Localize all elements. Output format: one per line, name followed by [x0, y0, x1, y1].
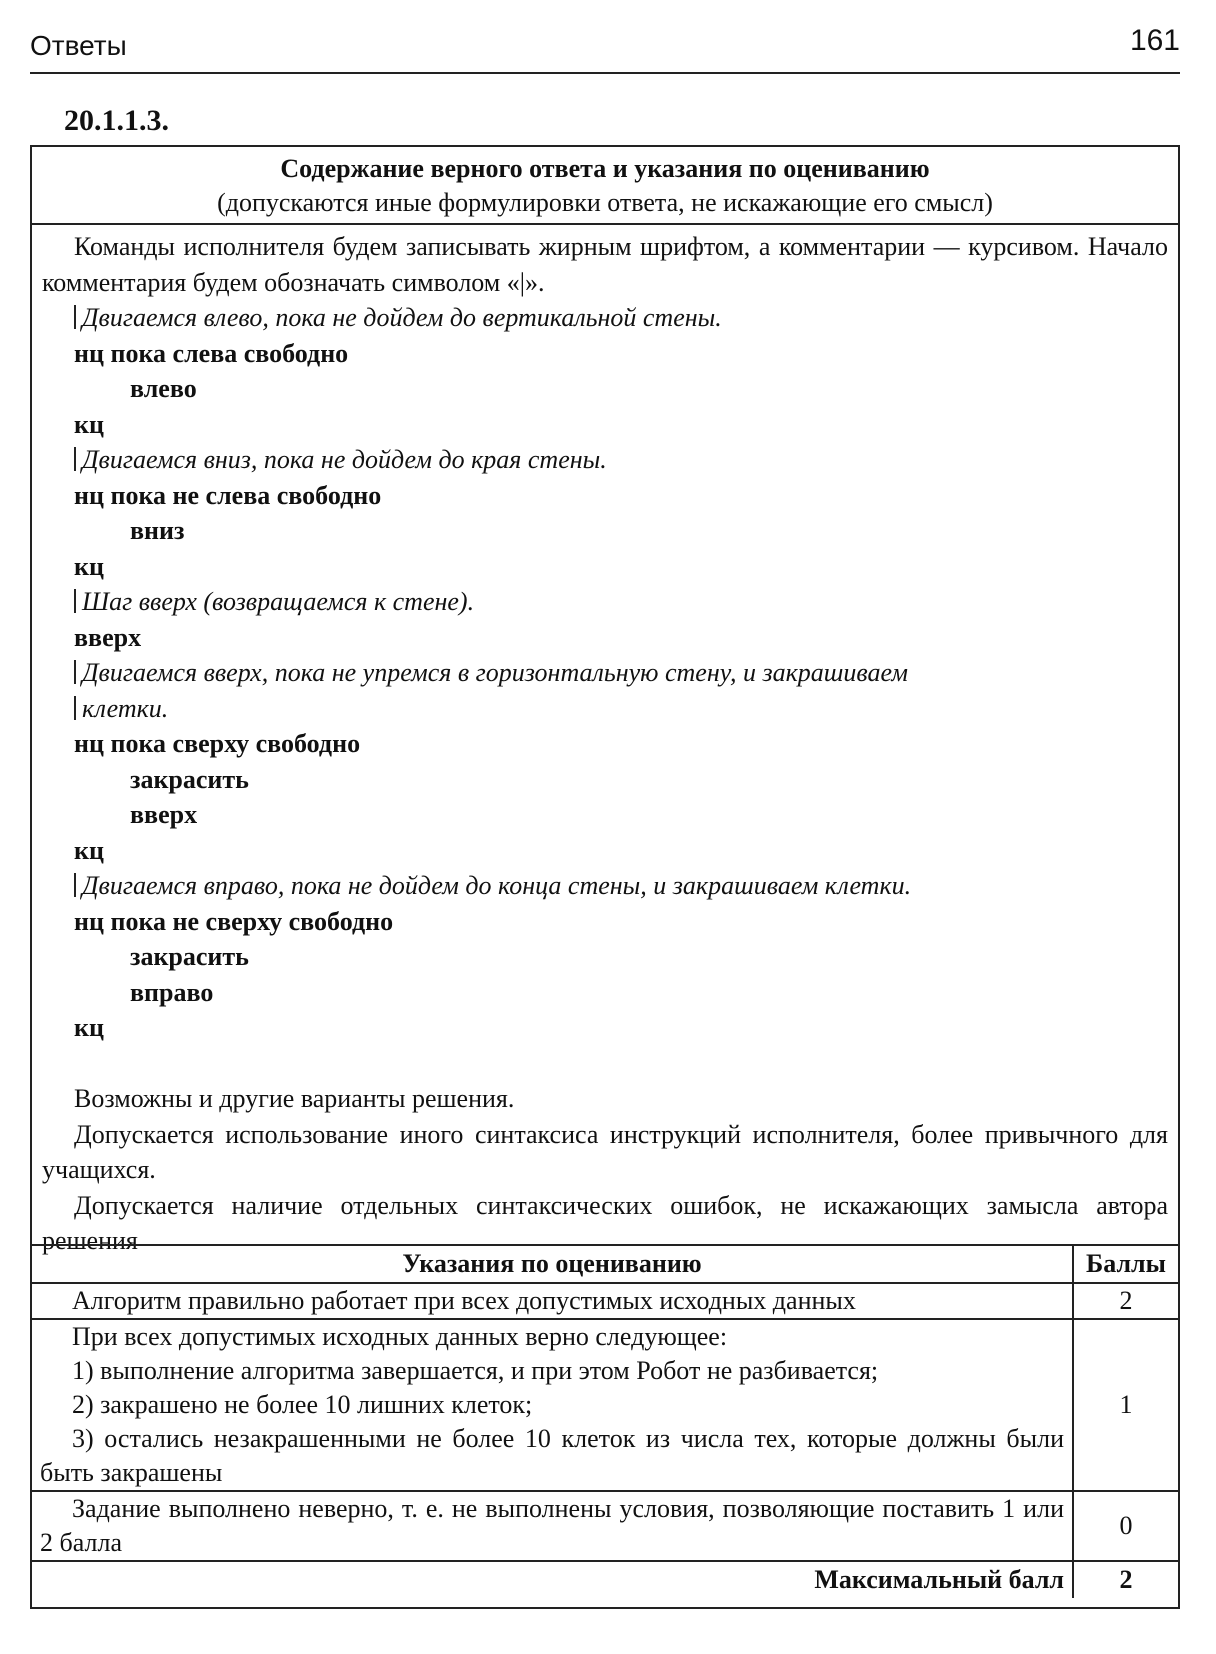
- comment-line: Двигаемся влево, пока не дойдем до вертикальной стены.: [42, 300, 1168, 336]
- section-name: Ответы: [30, 30, 127, 61]
- criteria-column-header: Указания по оцениванию: [32, 1245, 1073, 1283]
- scoring-table: [32, 1244, 1178, 1598]
- points-value: 0: [1073, 1491, 1178, 1561]
- points-value: 1: [1073, 1319, 1178, 1491]
- code-line: нц пока сверху свободно: [74, 729, 361, 758]
- code-line: вниз: [130, 516, 185, 545]
- answer-header: [32, 147, 1178, 225]
- answer-header-title: Содержание верного ответа и указания по оцениванию: [280, 154, 930, 183]
- code-line: нц пока слева свободно: [74, 338, 349, 368]
- code-line: вверх: [74, 622, 142, 652]
- code-line: кц: [74, 551, 104, 581]
- code-line: нц пока не слева свободно: [74, 480, 382, 510]
- note-paragraph: Допускается наличие отдельных синтаксических ошибок, не искажающих замысла автора решения: [42, 1190, 1168, 1255]
- comment-bar: [74, 696, 76, 720]
- comment-line: Двигаемся вправо, пока не дойдем до конца стены, и закрашиваем клетки.: [42, 868, 1168, 904]
- code-line: кц: [74, 409, 104, 439]
- max-score-value: 2: [1073, 1561, 1178, 1598]
- comment-bar: [74, 660, 76, 684]
- scoring-header-row: [32, 1245, 1178, 1283]
- spacer: [42, 1046, 1168, 1082]
- page-number: 161: [1129, 24, 1180, 57]
- answer-header-subtitle: (допускаются иные формулировки ответа, не искажающие его смысл): [217, 188, 993, 217]
- code-line: закрасить: [130, 764, 249, 794]
- intro-paragraph: Команды исполнителя будем записывать жирным шрифтом, а комментарии — курсивом. Начало комментария будем обозначать символом «|».: [42, 232, 1168, 297]
- criterion-text: [32, 1319, 1073, 1491]
- code-line: вправо: [130, 977, 214, 1007]
- code-line: влево: [130, 374, 197, 403]
- max-score-row: [32, 1561, 1178, 1598]
- criterion-intro: При всех допустимых исходных данных верно следующее:: [72, 1322, 728, 1351]
- criterion-item: 3) остались незакрашенными не более 10 клеток из числа тех, которые должны были быть закрашены: [40, 1424, 1064, 1487]
- comment-line: Шаг вверх (возвращаемся к стене).: [42, 584, 1168, 620]
- max-score-label: Максимальный балл: [32, 1561, 1073, 1598]
- comment-line: клетки.: [42, 691, 1168, 727]
- answer-body: [32, 225, 1178, 1259]
- comment-bar: [74, 447, 76, 471]
- comment-bar: [74, 305, 76, 329]
- code-line: кц: [74, 1013, 104, 1042]
- table-row: [32, 1319, 1178, 1491]
- table-row: [32, 1491, 1178, 1561]
- comment-bar: [74, 589, 76, 613]
- note-paragraph: Допускается использование иного синтаксиса инструкций исполнителя, более привычного для учащихся.: [42, 1119, 1168, 1184]
- table-row: [32, 1283, 1178, 1319]
- task-number: 20.1.1.3.: [64, 104, 169, 137]
- criterion-item: 2) закрашено не более 10 лишних клеток;: [72, 1390, 533, 1419]
- criterion-text: Задание выполнено неверно, т. е. не выполнены условия, позволяющие поставить 1 или 2 балла: [32, 1491, 1073, 1561]
- answer-frame: [30, 145, 1180, 1609]
- comment-line: Двигаемся вниз, пока не дойдем до края стены.: [42, 442, 1168, 478]
- points-column-header: Баллы: [1073, 1245, 1178, 1283]
- criterion-item: 1) выполнение алгоритма завершается, и при этом Робот не разбивается;: [72, 1356, 879, 1385]
- code-line: нц пока не сверху свободно: [74, 906, 394, 936]
- running-head: [30, 22, 1180, 74]
- comment-line: Двигаемся вверх, пока не упремся в горизонтальную стену, и закрашиваем: [42, 655, 1168, 691]
- note-paragraph: Возможны и другие варианты решения.: [74, 1084, 515, 1113]
- code-line: кц: [74, 835, 104, 865]
- code-line: вверх: [130, 800, 198, 829]
- code-line: закрасить: [130, 942, 249, 971]
- criterion-text: Алгоритм правильно работает при всех допустимых исходных данных: [32, 1283, 1073, 1319]
- comment-bar: [74, 873, 76, 897]
- points-value: 2: [1073, 1283, 1178, 1319]
